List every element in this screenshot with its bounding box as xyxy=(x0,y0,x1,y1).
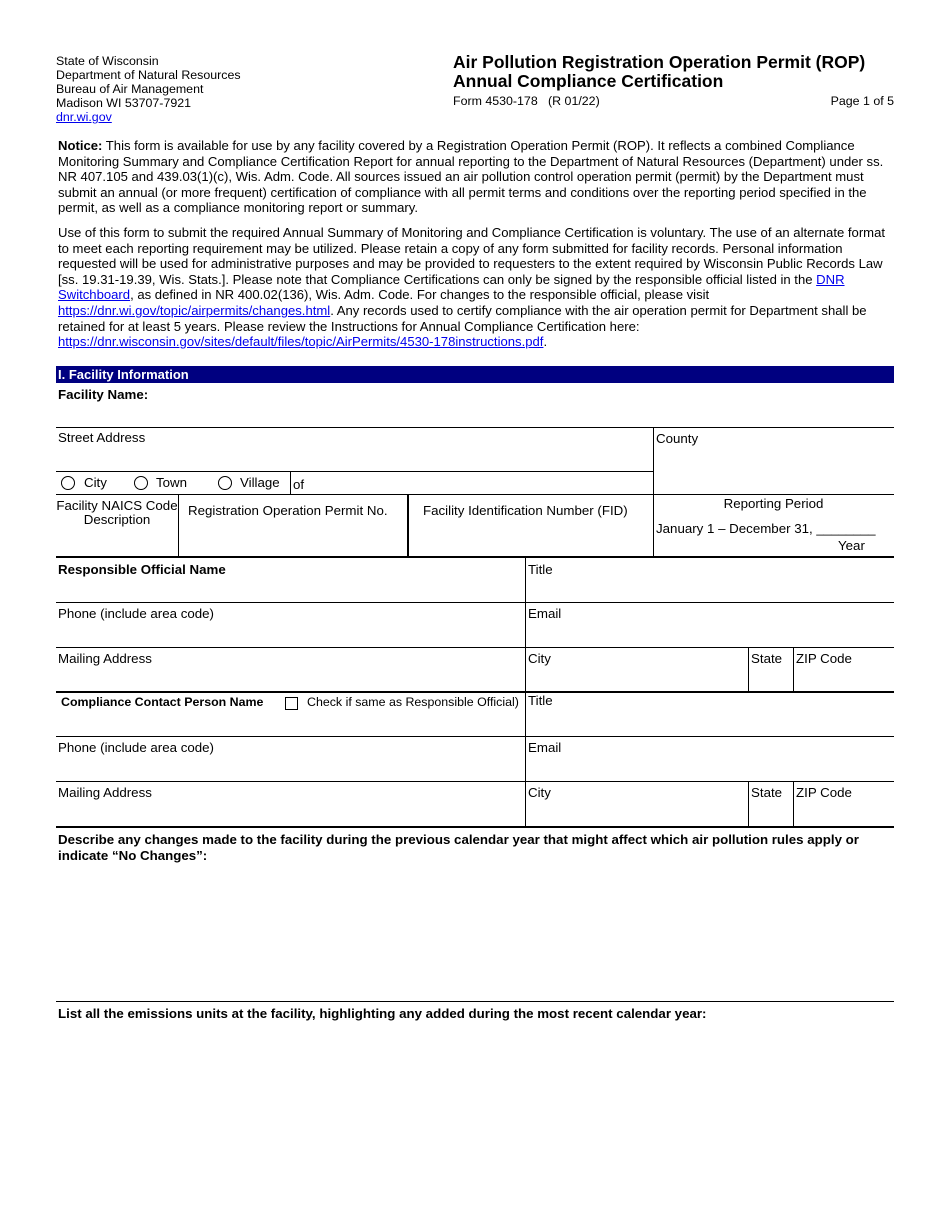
naics-label: Facility NAICS Code Description xyxy=(56,498,178,527)
ro-email-field[interactable] xyxy=(528,622,892,644)
compliance-contact-label: Compliance Contact Person Name xyxy=(61,695,264,709)
agency-line-state: State of Wisconsin xyxy=(56,54,159,68)
cc-city-label: City xyxy=(528,785,551,800)
same-as-ro-checkbox[interactable] xyxy=(285,697,298,710)
ro-title-label: Title xyxy=(528,562,553,577)
ro-zip-field[interactable] xyxy=(796,667,892,689)
village-radio-label: Village xyxy=(240,475,280,490)
ro-title-field[interactable] xyxy=(528,578,892,600)
cc-phone-field[interactable] xyxy=(58,756,522,778)
county-label: County xyxy=(656,431,699,446)
fid-field[interactable] xyxy=(411,522,651,554)
emissions-units-prompt: List all the emissions units at the facility, highlighting any added during the most recent calendar year: xyxy=(58,1006,707,1021)
agency-line-bureau: Bureau of Air Management xyxy=(56,82,204,96)
dnr-switchboard-link[interactable]: DNR Switchboard xyxy=(58,271,845,303)
section-header-facility-information: I. Facility Information xyxy=(56,366,894,383)
notice-text: This form is available for use by any facility covered by a Registration Operation Permit (ROP). It reflects a combined Compliance Monitoring Summary and Compliance Certification Report for annual reporting to the Department of Natural Resources (Department) under ss. NR 407.105 and 439.03(1)(c), Wis. Adm. Code. All sources issued an air pollution control operation permit (permit) by the Department must submit an annual (or more frequent) certification of compliance with all permit terms and conditions over the reporting period specified in the permit, as well as a compliance monitoring report or summary. xyxy=(58,138,884,216)
facility-name-field[interactable] xyxy=(160,385,894,425)
ro-phone-label: Phone (include area code) xyxy=(58,606,214,621)
changes-description-field[interactable] xyxy=(58,868,892,998)
form-number: Form 4530-178 (R 01/22) xyxy=(453,94,600,108)
same-as-ro-label: Check if same as Responsible Official) xyxy=(307,695,519,709)
usage-paragraph xyxy=(58,225,896,350)
fid-label: Facility Identification Number (FID) xyxy=(423,503,628,518)
responsible-official-field[interactable] xyxy=(58,578,522,600)
cc-email-field[interactable] xyxy=(528,756,892,778)
village-radio[interactable] xyxy=(218,476,232,490)
ro-city-field[interactable] xyxy=(528,667,746,689)
usage-text-2: , as defined in NR 400.02(136), Wis. Adm. Code. For changes to the responsible official, please visit xyxy=(130,287,710,303)
page-number: Page 1 of 5 xyxy=(830,94,894,108)
notice-paragraph xyxy=(58,138,896,216)
municipality-name-field[interactable] xyxy=(310,474,650,492)
municipality-of-label: of xyxy=(293,477,305,492)
cc-zip-field[interactable] xyxy=(796,801,892,823)
town-radio[interactable] xyxy=(134,476,148,490)
cc-mailing-address-field[interactable] xyxy=(58,801,522,823)
reporting-period-label: Reporting Period xyxy=(723,496,824,511)
usage-text-1: Use of this form to submit the required Annual Summary of Monitoring and Compliance Certification is voluntary. The use of an alternate format to meet each reporting requirement may be utilized. Please retain a copy of any form submitted for facility records. Personal information requested will be used for administrative purposes and may be provided to requesters to the extent required by Wisconsin Public Records Law [ss. 19.31-19.39, Wis. Stats.]. Please note that Compliance Certifications can only be signed by the responsible official listed in the xyxy=(58,225,886,287)
changes-prompt: Describe any changes made to the facility during the previous calendar year that might affect which air pollution rules apply or indicate “No Changes”: xyxy=(58,832,859,863)
facility-name-label: Facility Name: xyxy=(58,387,149,402)
cc-email-label: Email xyxy=(528,740,562,755)
cc-state-label: State xyxy=(751,785,783,800)
emissions-units-field[interactable] xyxy=(58,1026,892,1206)
usage-text-3: . Any records used to certify compliance with the air operation permit for Department shall be retained for at least 5 years. Please review the Instructions for Annual Compliance Certification here: xyxy=(58,302,867,334)
cc-phone-label: Phone (include area code) xyxy=(58,740,214,755)
cc-title-field[interactable] xyxy=(528,710,892,734)
ro-state-field[interactable] xyxy=(751,667,791,689)
changes-link[interactable]: https://dnr.wi.gov/topic/airpermits/changes.html xyxy=(58,302,331,318)
usage-text-4: . xyxy=(543,334,548,350)
form-title-line2: Annual Compliance Certification xyxy=(453,71,724,91)
ro-zip-label: ZIP Code xyxy=(796,651,852,666)
street-address-field[interactable] xyxy=(58,446,650,470)
cc-city-field[interactable] xyxy=(528,801,746,823)
form-title-line1: Air Pollution Registration Operation Permit (ROP) xyxy=(453,52,866,72)
form-title xyxy=(453,53,865,91)
rop-number-label: Registration Operation Permit No. xyxy=(188,503,388,518)
responsible-official-label: Responsible Official Name xyxy=(58,562,226,577)
agency-line-department: Department of Natural Resources xyxy=(56,68,241,82)
city-radio-label: City xyxy=(84,475,107,490)
ro-phone-field[interactable] xyxy=(58,622,522,644)
cc-title-label: Title xyxy=(528,693,553,708)
cc-state-field[interactable] xyxy=(751,801,791,823)
instructions-link[interactable]: https://dnr.wisconsin.gov/sites/default/files/topic/AirPermits/4530-178instructions.pdf xyxy=(58,334,544,350)
compliance-contact-field[interactable] xyxy=(58,712,522,734)
ro-state-label: State xyxy=(751,651,783,666)
notice-label: Notice: xyxy=(58,138,103,153)
ro-mailing-address-label: Mailing Address xyxy=(58,651,152,666)
ro-city-label: City xyxy=(528,651,551,666)
agency-line-address: Madison WI 53707-7921 xyxy=(56,96,192,110)
ro-mailing-address-field[interactable] xyxy=(58,667,522,689)
agency-website-link[interactable]: dnr.wi.gov xyxy=(56,110,112,124)
town-radio-label: Town xyxy=(156,475,188,490)
reporting-year-label: Year xyxy=(838,538,865,553)
reporting-period-text: January 1 – December 31, ________ xyxy=(656,521,876,536)
rop-number-field[interactable] xyxy=(181,522,405,554)
ro-email-label: Email xyxy=(528,606,562,621)
agency-block xyxy=(56,54,241,124)
reporting-year-field[interactable] xyxy=(822,519,890,535)
cc-mailing-address-label: Mailing Address xyxy=(58,785,152,800)
county-field[interactable] xyxy=(656,448,892,492)
cc-zip-label: ZIP Code xyxy=(796,785,852,800)
city-radio[interactable] xyxy=(61,476,75,490)
street-address-label: Street Address xyxy=(58,430,146,445)
